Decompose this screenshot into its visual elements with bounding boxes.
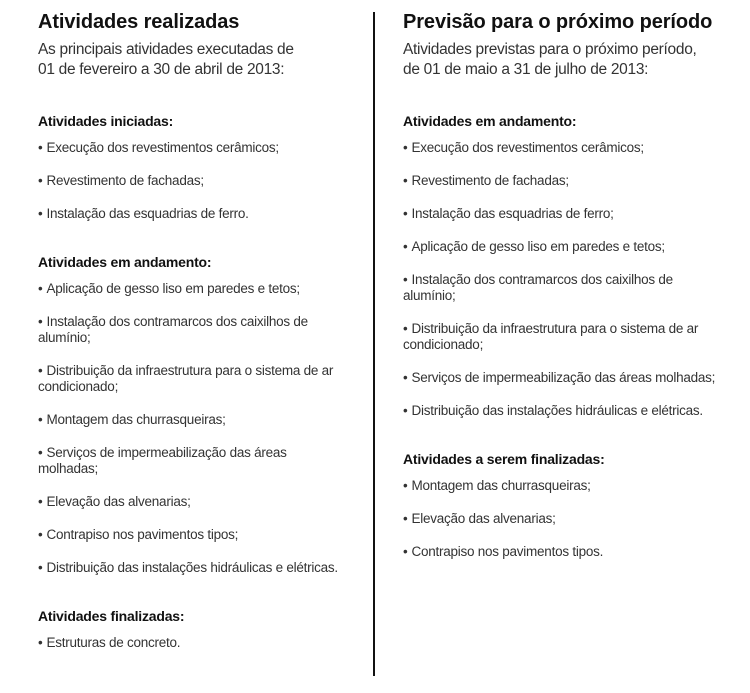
bullet-icon: •	[403, 206, 408, 221]
list-item	[403, 511, 723, 527]
list-item	[403, 544, 723, 560]
list-item	[403, 403, 723, 419]
list-item	[38, 140, 343, 156]
subtitle-line: de 01 de maio a 31 de julho de 2013:	[403, 61, 649, 78]
activity-list	[403, 478, 723, 560]
list-item	[403, 370, 723, 386]
column-title: Atividades realizadas	[38, 11, 240, 33]
item-text: Execução dos revestimentos cerâmicos;	[46, 140, 279, 155]
bullet-icon: •	[38, 445, 43, 460]
list-item	[38, 635, 343, 651]
subtitle-line: Atividades previstas para o próximo período,	[403, 41, 697, 58]
list-item	[403, 272, 723, 304]
section-heading: Atividades em andamento:	[38, 254, 212, 270]
section-heading: Atividades finalizadas:	[38, 608, 185, 624]
column-subtitle	[38, 40, 343, 80]
activity-list	[38, 140, 343, 222]
bullet-icon: •	[38, 494, 43, 509]
bullet-icon: •	[38, 140, 43, 155]
item-text: Instalação das esquadrias de ferro;	[411, 206, 614, 221]
item-text: Serviços de impermeabilização das áreas molhadas;	[411, 370, 716, 385]
item-text: Montagem das churrasqueiras;	[46, 412, 226, 427]
item-text: Distribuição das instalações hidráulicas e elétricas.	[411, 403, 703, 418]
bullet-icon: •	[38, 560, 43, 575]
list-item	[38, 494, 343, 510]
item-text: Instalação dos contramarcos dos caixilhos de alumínio;	[403, 272, 673, 303]
section-heading: Atividades a serem finalizadas:	[403, 451, 605, 467]
item-text: Aplicação de gesso liso em paredes e tetos;	[411, 239, 665, 254]
subtitle-line: As principais atividades executadas de	[38, 41, 294, 58]
bullet-icon: •	[403, 370, 408, 385]
item-text: Revestimento de fachadas;	[411, 173, 569, 188]
bullet-icon: •	[403, 321, 408, 336]
bullet-icon: •	[403, 403, 408, 418]
bullet-icon: •	[38, 527, 43, 542]
activity-section	[38, 112, 343, 222]
list-item	[38, 363, 343, 395]
list-item	[38, 206, 343, 222]
subtitle-line: 01 de fevereiro a 30 de abril de 2013:	[38, 61, 285, 78]
item-text: Execução dos revestimentos cerâmicos;	[411, 140, 644, 155]
item-text: Distribuição das instalações hidráulicas e elétricas.	[46, 560, 338, 575]
list-item	[403, 321, 723, 353]
item-text: Montagem das churrasqueiras;	[411, 478, 591, 493]
list-item	[403, 140, 723, 156]
list-item	[38, 445, 343, 477]
bullet-icon: •	[403, 544, 408, 559]
list-item	[38, 527, 343, 543]
item-text: Distribuição da infraestrutura para o sistema de ar condicionado;	[38, 363, 334, 394]
item-text: Revestimento de fachadas;	[46, 173, 204, 188]
bullet-icon: •	[38, 206, 43, 221]
completed-activities-column	[38, 10, 343, 651]
bullet-icon: •	[38, 314, 43, 329]
column-divider	[373, 12, 375, 676]
bullet-icon: •	[38, 281, 43, 296]
column-title: Previsão para o próximo período	[403, 11, 713, 33]
section-heading: Atividades em andamento:	[403, 113, 577, 129]
activity-section	[403, 112, 723, 419]
list-item	[38, 314, 343, 346]
list-item	[403, 478, 723, 494]
forecast-column	[403, 10, 723, 560]
item-text: Contrapiso nos pavimentos tipos.	[411, 544, 604, 559]
list-item	[403, 239, 723, 255]
list-item	[38, 281, 343, 297]
list-item	[403, 173, 723, 189]
bullet-icon: •	[403, 140, 408, 155]
item-text: Contrapiso nos pavimentos tipos;	[46, 527, 239, 542]
bullet-icon: •	[403, 173, 408, 188]
activity-list	[38, 281, 343, 576]
item-text: Elevação das alvenarias;	[46, 494, 191, 509]
list-item	[403, 206, 723, 222]
activity-section	[38, 253, 343, 576]
bullet-icon: •	[38, 412, 43, 427]
item-text: Instalação das esquadrias de ferro.	[46, 206, 249, 221]
bullet-icon: •	[403, 478, 408, 493]
item-text: Instalação dos contramarcos dos caixilhos de alumínio;	[38, 314, 308, 345]
activity-list	[38, 635, 343, 651]
bullet-icon: •	[38, 173, 43, 188]
list-item	[38, 412, 343, 428]
item-text: Serviços de impermeabilização das áreas molhadas;	[38, 445, 287, 476]
list-item	[38, 560, 343, 576]
item-text: Distribuição da infraestrutura para o sistema de ar condicionado;	[403, 321, 699, 352]
bullet-icon: •	[403, 272, 408, 287]
item-text: Aplicação de gesso liso em paredes e tetos;	[46, 281, 300, 296]
section-heading: Atividades iniciadas:	[38, 113, 174, 129]
activity-section	[403, 450, 723, 560]
item-text: Estruturas de concreto.	[46, 635, 181, 650]
bullet-icon: •	[38, 363, 43, 378]
activity-list	[403, 140, 723, 419]
column-subtitle	[403, 40, 723, 80]
bullet-icon: •	[38, 635, 43, 650]
bullet-icon: •	[403, 239, 408, 254]
item-text: Elevação das alvenarias;	[411, 511, 556, 526]
bullet-icon: •	[403, 511, 408, 526]
activity-section	[38, 607, 343, 651]
list-item	[38, 173, 343, 189]
